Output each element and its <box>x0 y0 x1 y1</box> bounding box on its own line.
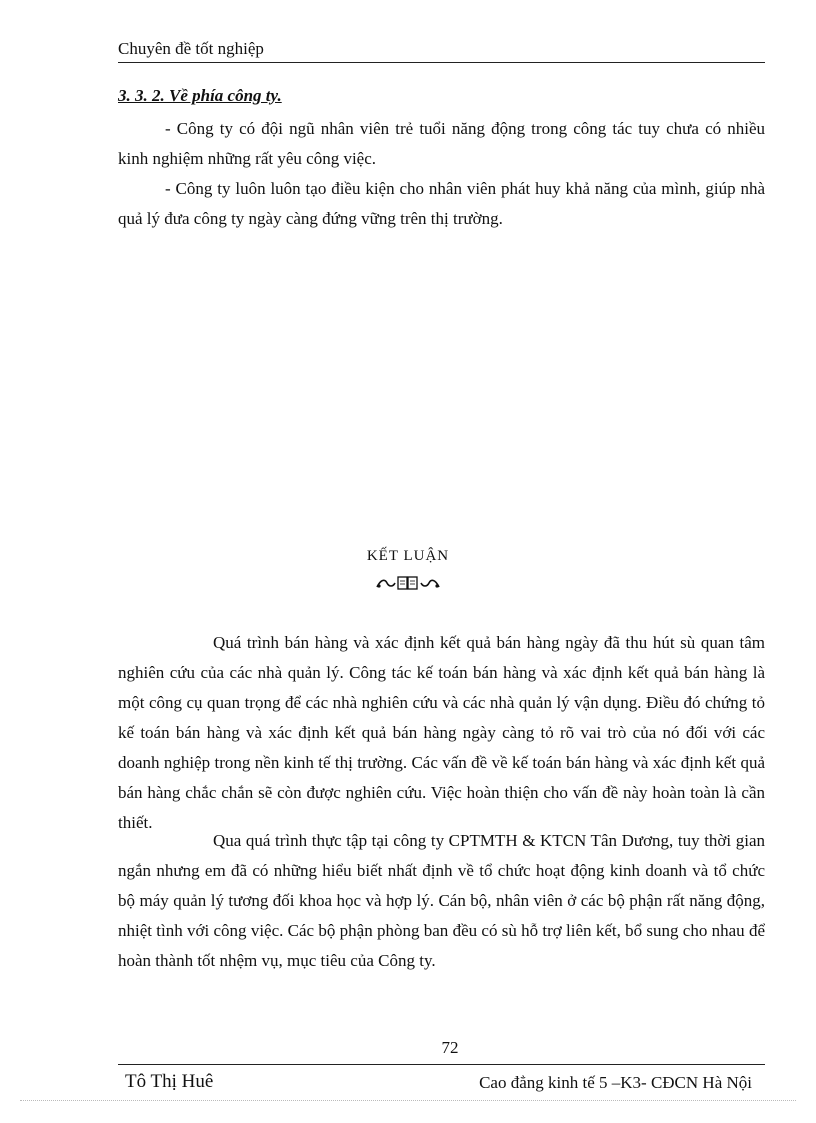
header-divider <box>118 62 765 63</box>
section-bullet-2: - Công ty luôn luôn tạo điều kiện cho nhân viên phát huy khả năng của mình, giúp nhà quả lý đưa công ty ngày càng đứng vững trên thị trường. <box>118 179 765 228</box>
section-heading: 3. 3. 2. Về phía công ty. <box>118 86 282 105</box>
conclusion-paragraph-1: Quá trình bán hàng và xác định kết quả bán hàng ngày đã thu hút sù quan tâm nghiên cứu của các nhà quản lý. Công tác kế toán bán hàng và xác định kết quả bán hàng là một công cụ quan trọng để các nhà nghiên cứu và các nhà quản lý vận dụng. Điều đó chứng tỏ kế toán bán hàng và xác định kết quả bán hàng ngày càng tỏ rõ vai trò của nó đối với các doanh nghiệp trong nền kinh tế thị trường. Các vấn đề về kế toán bán hàng và xác định kết quả bán hàng chắc chắn sẽ còn được nghiên cứu. Việc hoàn thiện cho vấn đề này hoàn toàn là cần thiết. <box>118 633 765 832</box>
page-header-title: Chuyên đề tốt nghiệp <box>118 39 264 58</box>
conclusion-paragraph-2: Qua quá trình thực tập tại công ty CPTMTH & KTCN Tân Dương, tuy thời gian ngắn nhưng em đã có những hiểu biết nhất định về tổ chức hoạt động kinh doanh và tổ chức bộ máy quản lý tương đối khoa học và hợp lý. Cán bộ, nhân viên ở các bộ phận rất năng động, nhiệt tình với công việc. Các bộ phận phòng ban đều có sù hỗ trợ liên kết, bổ sung cho nhau để hoàn thành tốt nhệm vụ, mục tiêu của Công ty. <box>118 831 765 970</box>
footer-divider <box>118 1064 765 1065</box>
book-ornament-icon <box>375 575 441 596</box>
page-number: 72 <box>441 1038 459 1057</box>
footer-author: Tô Thị Huê <box>125 1071 214 1092</box>
section-bullet-1: - Công ty có đội ngũ nhân viên trẻ tuổi năng động trong công tác tuy chưa có nhiều kinh nghiệm những rất yêu công việc. <box>118 119 765 168</box>
footer-school: Cao đẳng kinh tế 5 –K3- CĐCN Hà Nội <box>479 1073 752 1092</box>
bottom-dotted-border <box>20 1100 796 1101</box>
conclusion-title: KẾT LUẬN <box>366 548 450 564</box>
